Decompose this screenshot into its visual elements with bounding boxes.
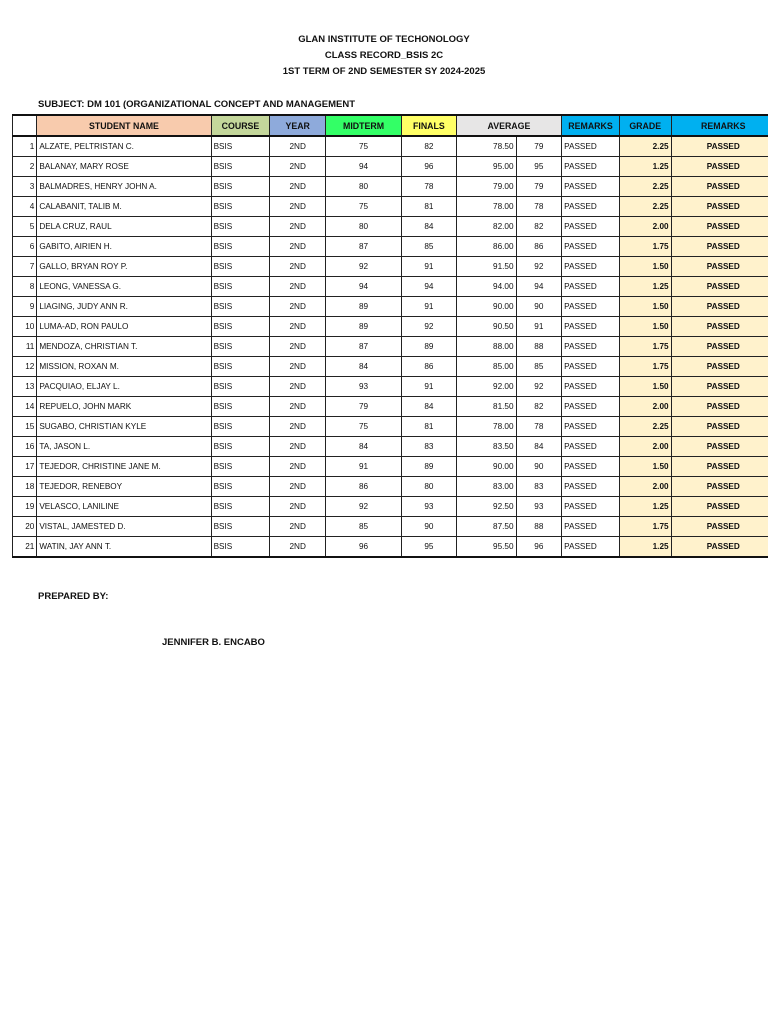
year-cell: 2ND xyxy=(270,337,326,357)
average-score-cell: 92.00 xyxy=(456,377,516,397)
average-rounded-cell: 91 xyxy=(516,317,562,337)
student-name-cell: REPUELO, JOHN MARK xyxy=(37,397,211,417)
final-remarks-cell: PASSED xyxy=(671,237,768,257)
average-score-cell: 83.00 xyxy=(456,477,516,497)
average-rounded-cell: 86 xyxy=(516,237,562,257)
average-score-cell: 82.00 xyxy=(456,217,516,237)
remarks-cell: PASSED xyxy=(562,257,620,277)
table-row xyxy=(13,357,768,377)
year-cell: 2ND xyxy=(270,157,326,177)
table-row xyxy=(13,277,768,297)
final-remarks-cell: PASSED xyxy=(671,136,768,157)
average-score-cell: 92.50 xyxy=(456,497,516,517)
table-row xyxy=(13,237,768,257)
finals-score-cell: 92 xyxy=(402,317,457,337)
row-number-cell: 16 xyxy=(13,437,37,457)
row-number-cell: 7 xyxy=(13,257,37,277)
table-row xyxy=(13,397,768,417)
average-score-cell: 79.00 xyxy=(456,177,516,197)
student-name-cell: TEJEDOR, CHRISTINE JANE M. xyxy=(37,457,211,477)
midterm-score-cell: 86 xyxy=(326,477,402,497)
grade-cell: 1.75 xyxy=(619,357,671,377)
student-name-cell: MISSION, ROXAN M. xyxy=(37,357,211,377)
row-number-cell: 3 xyxy=(13,177,37,197)
remarks-cell: PASSED xyxy=(562,457,620,477)
course-cell: BSIS xyxy=(211,157,270,177)
grade-cell: 1.50 xyxy=(619,257,671,277)
year-cell: 2ND xyxy=(270,177,326,197)
midterm-score-cell: 89 xyxy=(326,317,402,337)
midterm-score-cell: 75 xyxy=(326,197,402,217)
final-remarks-cell: PASSED xyxy=(671,377,768,397)
grade-cell: 1.25 xyxy=(619,497,671,517)
remarks-cell: PASSED xyxy=(562,297,620,317)
final-remarks-cell: PASSED xyxy=(671,437,768,457)
row-number-cell: 1 xyxy=(13,136,37,157)
table-row xyxy=(13,157,768,177)
course-cell: BSIS xyxy=(211,337,270,357)
course-cell: BSIS xyxy=(211,517,270,537)
grade-cell: 1.50 xyxy=(619,457,671,477)
average-rounded-cell: 93 xyxy=(516,497,562,517)
year-cell: 2ND xyxy=(270,377,326,397)
row-number-cell: 5 xyxy=(13,217,37,237)
course-cell: BSIS xyxy=(211,417,270,437)
table-row xyxy=(13,136,768,157)
grade-cell: 1.75 xyxy=(619,237,671,257)
table-row xyxy=(13,517,768,537)
course-cell: BSIS xyxy=(211,197,270,217)
remarks-cell: PASSED xyxy=(562,537,620,558)
year-cell: 2ND xyxy=(270,477,326,497)
final-remarks-cell: PASSED xyxy=(671,177,768,197)
course-cell: BSIS xyxy=(211,217,270,237)
grade-cell: 1.25 xyxy=(619,277,671,297)
year-cell: 2ND xyxy=(270,497,326,517)
grade-cell: 1.25 xyxy=(619,157,671,177)
average-score-cell: 91.50 xyxy=(456,257,516,277)
term-label: 1ST TERM OF 2ND SEMESTER SY 2024-2025 xyxy=(282,66,486,77)
table-row xyxy=(13,177,768,197)
student-name-cell: TEJEDOR, RENEBOY xyxy=(37,477,211,497)
course-cell: BSIS xyxy=(211,237,270,257)
finals-score-cell: 84 xyxy=(402,397,457,417)
average-rounded-cell: 82 xyxy=(516,397,562,417)
student-name-cell: GALLO, BRYAN ROY P. xyxy=(37,257,211,277)
table-row xyxy=(13,377,768,397)
student-name-cell: MENDOZA, CHRISTIAN T. xyxy=(37,337,211,357)
midterm-score-cell: 84 xyxy=(326,437,402,457)
year-cell: 2ND xyxy=(270,397,326,417)
remarks-cell: PASSED xyxy=(562,337,620,357)
row-number-cell: 8 xyxy=(13,277,37,297)
row-number-cell: 6 xyxy=(13,237,37,257)
student-name-cell: LIAGING, JUDY ANN R. xyxy=(37,297,211,317)
average-score-cell: 78.50 xyxy=(456,136,516,157)
table-row xyxy=(13,257,768,277)
final-remarks-cell: PASSED xyxy=(671,317,768,337)
year-cell: 2ND xyxy=(270,437,326,457)
final-remarks-cell: PASSED xyxy=(671,197,768,217)
remarks-cell: PASSED xyxy=(562,377,620,397)
finals-score-cell: 90 xyxy=(402,517,457,537)
table-row xyxy=(13,497,768,517)
midterm-score-cell: 94 xyxy=(326,277,402,297)
midterm-score-cell: 92 xyxy=(326,497,402,517)
grade-cell: 1.50 xyxy=(619,377,671,397)
midterm-score-cell: 85 xyxy=(326,517,402,537)
student-name-cell: PACQUIAO, ELJAY L. xyxy=(37,377,211,397)
student-name-cell: CALABANIT, TALIB M. xyxy=(37,197,211,217)
year-cell: 2ND xyxy=(270,217,326,237)
row-number-cell: 2 xyxy=(13,157,37,177)
institute-name: GLAN INSTITUTE OF TECHONOLOGY xyxy=(298,34,470,45)
class-record-title: CLASS RECORD_BSIS 2C xyxy=(324,50,444,61)
finals-score-cell: 89 xyxy=(402,337,457,357)
remarks-cell: PASSED xyxy=(562,417,620,437)
final-remarks-cell: PASSED xyxy=(671,397,768,417)
average-score-cell: 86.00 xyxy=(456,237,516,257)
average-rounded-cell: 84 xyxy=(516,437,562,457)
average-rounded-cell: 92 xyxy=(516,257,562,277)
remarks-cell: PASSED xyxy=(562,397,620,417)
header-remarks: REMARKS xyxy=(562,115,620,136)
year-cell: 2ND xyxy=(270,417,326,437)
class-record-table xyxy=(12,114,768,558)
student-name-cell: DELA CRUZ, RAUL xyxy=(37,217,211,237)
remarks-cell: PASSED xyxy=(562,217,620,237)
finals-score-cell: 86 xyxy=(402,357,457,377)
finals-score-cell: 81 xyxy=(402,417,457,437)
header-course: COURSE xyxy=(211,115,270,136)
average-score-cell: 94.00 xyxy=(456,277,516,297)
average-score-cell: 95.50 xyxy=(456,537,516,558)
remarks-cell: PASSED xyxy=(562,357,620,377)
finals-score-cell: 84 xyxy=(402,217,457,237)
grade-cell: 2.25 xyxy=(619,197,671,217)
average-rounded-cell: 82 xyxy=(516,217,562,237)
final-remarks-cell: PASSED xyxy=(671,417,768,437)
course-cell: BSIS xyxy=(211,177,270,197)
header-no xyxy=(13,115,37,136)
header-year: YEAR xyxy=(270,115,326,136)
student-name-cell: SUGABO, CHRISTIAN KYLE xyxy=(37,417,211,437)
student-name-cell: BALANAY, MARY ROSE xyxy=(37,157,211,177)
average-rounded-cell: 85 xyxy=(516,357,562,377)
average-rounded-cell: 78 xyxy=(516,197,562,217)
row-number-cell: 13 xyxy=(13,377,37,397)
signer-name: JENNIFER B. ENCABO xyxy=(162,637,265,648)
student-name-cell: BALMADRES, HENRY JOHN A. xyxy=(37,177,211,197)
average-rounded-cell: 96 xyxy=(516,537,562,558)
document-header xyxy=(0,32,768,80)
course-cell: BSIS xyxy=(211,497,270,517)
midterm-score-cell: 94 xyxy=(326,157,402,177)
year-cell: 2ND xyxy=(270,197,326,217)
average-score-cell: 88.00 xyxy=(456,337,516,357)
row-number-cell: 4 xyxy=(13,197,37,217)
average-score-cell: 78.00 xyxy=(456,417,516,437)
final-remarks-cell: PASSED xyxy=(671,497,768,517)
finals-score-cell: 81 xyxy=(402,197,457,217)
average-score-cell: 83.50 xyxy=(456,437,516,457)
year-cell: 2ND xyxy=(270,457,326,477)
average-score-cell: 95.00 xyxy=(456,157,516,177)
course-cell: BSIS xyxy=(211,377,270,397)
course-cell: BSIS xyxy=(211,357,270,377)
row-number-cell: 19 xyxy=(13,497,37,517)
finals-score-cell: 93 xyxy=(402,497,457,517)
header-student-name: STUDENT NAME xyxy=(37,115,211,136)
midterm-score-cell: 80 xyxy=(326,217,402,237)
student-name-cell: TA, JASON L. xyxy=(37,437,211,457)
finals-score-cell: 78 xyxy=(402,177,457,197)
finals-score-cell: 80 xyxy=(402,477,457,497)
midterm-score-cell: 92 xyxy=(326,257,402,277)
finals-score-cell: 96 xyxy=(402,157,457,177)
midterm-score-cell: 80 xyxy=(326,177,402,197)
table-body xyxy=(13,136,768,557)
average-rounded-cell: 90 xyxy=(516,297,562,317)
average-rounded-cell: 90 xyxy=(516,457,562,477)
header-grade: GRADE xyxy=(619,115,671,136)
grade-cell: 2.25 xyxy=(619,417,671,437)
course-cell: BSIS xyxy=(211,477,270,497)
final-remarks-cell: PASSED xyxy=(671,297,768,317)
student-name-cell: VISTAL, JAMESTED D. xyxy=(37,517,211,537)
remarks-cell: PASSED xyxy=(562,477,620,497)
grade-cell: 1.50 xyxy=(619,317,671,337)
average-score-cell: 90.00 xyxy=(456,457,516,477)
grade-cell: 2.00 xyxy=(619,477,671,497)
average-score-cell: 78.00 xyxy=(456,197,516,217)
row-number-cell: 11 xyxy=(13,337,37,357)
table-row xyxy=(13,537,768,558)
course-cell: BSIS xyxy=(211,457,270,477)
grade-cell: 1.75 xyxy=(619,337,671,357)
row-number-cell: 17 xyxy=(13,457,37,477)
grade-cell: 1.75 xyxy=(619,517,671,537)
midterm-score-cell: 75 xyxy=(326,136,402,157)
remarks-cell: PASSED xyxy=(562,157,620,177)
row-number-cell: 9 xyxy=(13,297,37,317)
grade-cell: 2.00 xyxy=(619,397,671,417)
table-row xyxy=(13,297,768,317)
year-cell: 2ND xyxy=(270,297,326,317)
table-row xyxy=(13,477,768,497)
course-cell: BSIS xyxy=(211,257,270,277)
midterm-score-cell: 75 xyxy=(326,417,402,437)
header-average: AVERAGE xyxy=(456,115,561,136)
finals-score-cell: 94 xyxy=(402,277,457,297)
remarks-cell: PASSED xyxy=(562,497,620,517)
student-name-cell: LEONG, VANESSA G. xyxy=(37,277,211,297)
remarks-cell: PASSED xyxy=(562,277,620,297)
year-cell: 2ND xyxy=(270,537,326,558)
table-row xyxy=(13,337,768,357)
final-remarks-cell: PASSED xyxy=(671,477,768,497)
final-remarks-cell: PASSED xyxy=(671,537,768,558)
student-name-cell: WATIN, JAY ANN T. xyxy=(37,537,211,558)
remarks-cell: PASSED xyxy=(562,317,620,337)
final-remarks-cell: PASSED xyxy=(671,517,768,537)
grade-cell: 2.25 xyxy=(619,177,671,197)
remarks-cell: PASSED xyxy=(562,197,620,217)
remarks-cell: PASSED xyxy=(562,437,620,457)
row-number-cell: 15 xyxy=(13,417,37,437)
grade-cell: 1.25 xyxy=(619,537,671,558)
year-cell: 2ND xyxy=(270,317,326,337)
year-cell: 2ND xyxy=(270,517,326,537)
student-name-cell: VELASCO, LANILINE xyxy=(37,497,211,517)
year-cell: 2ND xyxy=(270,277,326,297)
average-score-cell: 90.00 xyxy=(456,297,516,317)
average-rounded-cell: 92 xyxy=(516,377,562,397)
course-cell: BSIS xyxy=(211,297,270,317)
midterm-score-cell: 87 xyxy=(326,237,402,257)
average-rounded-cell: 88 xyxy=(516,517,562,537)
row-number-cell: 21 xyxy=(13,537,37,558)
final-remarks-cell: PASSED xyxy=(671,277,768,297)
grade-cell: 2.00 xyxy=(619,437,671,457)
table-row xyxy=(13,317,768,337)
finals-score-cell: 91 xyxy=(402,377,457,397)
student-name-cell: LUMA-AD, RON PAULO xyxy=(37,317,211,337)
course-cell: BSIS xyxy=(211,317,270,337)
course-cell: BSIS xyxy=(211,277,270,297)
year-cell: 2ND xyxy=(270,237,326,257)
year-cell: 2ND xyxy=(270,136,326,157)
finals-score-cell: 91 xyxy=(402,257,457,277)
grade-cell: 1.50 xyxy=(619,297,671,317)
midterm-score-cell: 87 xyxy=(326,337,402,357)
grade-cell: 2.25 xyxy=(619,136,671,157)
average-rounded-cell: 79 xyxy=(516,136,562,157)
average-rounded-cell: 94 xyxy=(516,277,562,297)
midterm-score-cell: 79 xyxy=(326,397,402,417)
year-cell: 2ND xyxy=(270,257,326,277)
header-finals: FINALS xyxy=(402,115,457,136)
table-header-row xyxy=(13,115,768,136)
remarks-cell: PASSED xyxy=(562,517,620,537)
final-remarks-cell: PASSED xyxy=(671,357,768,377)
grade-cell: 2.00 xyxy=(619,217,671,237)
average-rounded-cell: 88 xyxy=(516,337,562,357)
average-rounded-cell: 78 xyxy=(516,417,562,437)
average-score-cell: 90.50 xyxy=(456,317,516,337)
table-row xyxy=(13,437,768,457)
row-number-cell: 14 xyxy=(13,397,37,417)
row-number-cell: 18 xyxy=(13,477,37,497)
course-cell: BSIS xyxy=(211,397,270,417)
table-row xyxy=(13,197,768,217)
finals-score-cell: 95 xyxy=(402,537,457,558)
student-name-cell: ALZATE, PELTRISTAN C. xyxy=(37,136,211,157)
midterm-score-cell: 91 xyxy=(326,457,402,477)
average-rounded-cell: 95 xyxy=(516,157,562,177)
midterm-score-cell: 93 xyxy=(326,377,402,397)
header-final-remarks: REMARKS xyxy=(671,115,768,136)
midterm-score-cell: 96 xyxy=(326,537,402,558)
course-cell: BSIS xyxy=(211,537,270,558)
finals-score-cell: 82 xyxy=(402,136,457,157)
table-row xyxy=(13,217,768,237)
student-name-cell: GABITO, AIRIEN H. xyxy=(37,237,211,257)
course-cell: BSIS xyxy=(211,437,270,457)
row-number-cell: 12 xyxy=(13,357,37,377)
average-score-cell: 81.50 xyxy=(456,397,516,417)
finals-score-cell: 85 xyxy=(402,237,457,257)
final-remarks-cell: PASSED xyxy=(671,457,768,477)
average-score-cell: 85.00 xyxy=(456,357,516,377)
finals-score-cell: 83 xyxy=(402,437,457,457)
finals-score-cell: 89 xyxy=(402,457,457,477)
header-midterm: MIDTERM xyxy=(326,115,402,136)
table-row xyxy=(13,457,768,477)
remarks-cell: PASSED xyxy=(562,136,620,157)
midterm-score-cell: 84 xyxy=(326,357,402,377)
subject-label: SUBJECT: DM 101 (ORGANIZATIONAL CONCEPT AND MANAGEMENT xyxy=(38,99,356,110)
finals-score-cell: 91 xyxy=(402,297,457,317)
year-cell: 2ND xyxy=(270,357,326,377)
row-number-cell: 20 xyxy=(13,517,37,537)
row-number-cell: 10 xyxy=(13,317,37,337)
final-remarks-cell: PASSED xyxy=(671,337,768,357)
final-remarks-cell: PASSED xyxy=(671,157,768,177)
table-row xyxy=(13,417,768,437)
final-remarks-cell: PASSED xyxy=(671,257,768,277)
average-rounded-cell: 79 xyxy=(516,177,562,197)
remarks-cell: PASSED xyxy=(562,177,620,197)
remarks-cell: PASSED xyxy=(562,237,620,257)
prepared-by-label: PREPARED BY: xyxy=(38,591,109,602)
average-score-cell: 87.50 xyxy=(456,517,516,537)
average-rounded-cell: 83 xyxy=(516,477,562,497)
course-cell: BSIS xyxy=(211,136,270,157)
midterm-score-cell: 89 xyxy=(326,297,402,317)
final-remarks-cell: PASSED xyxy=(671,217,768,237)
